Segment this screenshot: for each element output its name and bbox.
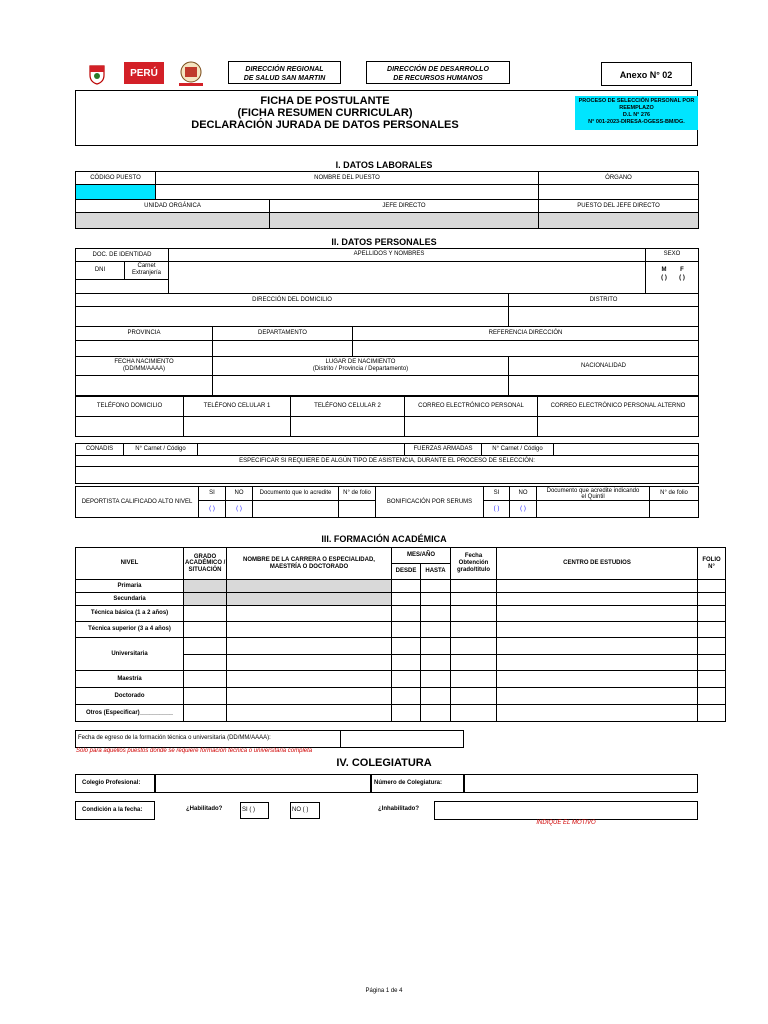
fecha-obt-header-2: Obtención xyxy=(458,560,489,566)
country-label: PERÚ xyxy=(130,67,158,79)
deportista-no-check[interactable]: ( ) xyxy=(226,501,253,518)
condicion-label: Condición a la fecha: xyxy=(82,807,143,813)
fuerzas-armadas-label: FUERZAS ARMADAS xyxy=(405,444,482,456)
correo-field[interactable] xyxy=(405,417,538,437)
provincia-field[interactable] xyxy=(76,341,213,357)
fecha-egreso-box xyxy=(75,730,464,748)
folio-header-1: FOLIO xyxy=(702,556,721,563)
process-line4: N° 001-2023-DIRESA-OGESS-BM/DG. xyxy=(588,119,685,125)
codigo-puesto-field[interactable] xyxy=(76,185,156,200)
serums-folio-label: N° de folio xyxy=(650,487,699,501)
conadis-table xyxy=(75,443,699,484)
ffaa-carnet-label: N° Carnet / Código xyxy=(482,444,554,456)
deportista-folio-field[interactable] xyxy=(339,501,376,518)
unidad-organica-field[interactable] xyxy=(76,213,270,229)
numero-label: Número de Colegiatura: xyxy=(374,780,443,786)
departamento-label: DEPARTAMENTO xyxy=(213,327,353,341)
sexo-m-label: M xyxy=(661,267,667,273)
nivel-tecnica-superior: Técnica superior (3 a 4 años) xyxy=(76,622,184,638)
condicion-label-box xyxy=(75,801,155,820)
asistencia-field[interactable] xyxy=(76,467,699,484)
unidad-organica-label: UNIDAD ORGÁNICA xyxy=(76,200,270,213)
lugar-nac-field[interactable] xyxy=(213,376,509,396)
correo-alt-field[interactable] xyxy=(538,417,699,437)
tel-cel1-label: TELÉFONO CELULAR 1 xyxy=(184,397,291,417)
provincia-label: PROVINCIA xyxy=(76,327,213,341)
nacionalidad-field[interactable] xyxy=(509,376,699,396)
nivel-primaria: Primaria xyxy=(76,580,184,593)
lugar-nac-label-2: (Distrito / Provincia / Departamento) xyxy=(312,366,409,372)
nivel-universitaria: Universitaria xyxy=(76,638,184,671)
doc-number-field[interactable] xyxy=(76,279,169,293)
deportista-doc-field[interactable] xyxy=(253,501,339,518)
jefe-directo-field[interactable] xyxy=(270,213,539,229)
organo-field[interactable] xyxy=(539,185,699,200)
sexo-label: SEXO xyxy=(663,251,681,257)
deportista-no-label: NO xyxy=(226,487,253,501)
distrito-label: DISTRITO xyxy=(509,294,699,307)
referencia-label: REFERENCIA DIRECCIÓN xyxy=(353,327,699,341)
fecha-egreso-label: Fecha de egreso de la formación técnica o universitaria (DD/MM/AAAA): xyxy=(78,735,271,741)
carnet-label-2: Extranjería xyxy=(132,270,162,277)
carnet-label-1: Carnet xyxy=(137,263,156,270)
colegio-label: Colegio Profesional: xyxy=(82,780,141,786)
departamento-field[interactable] xyxy=(213,341,353,357)
colegio-label-box xyxy=(75,774,155,793)
conadis-label: CONADIS xyxy=(76,444,124,456)
annex-label: Anexo N° 02 xyxy=(619,70,673,80)
nombre-puesto-field[interactable] xyxy=(156,185,539,200)
sexo-m-check[interactable]: ( ) xyxy=(661,275,667,281)
referencia-field[interactable] xyxy=(353,341,699,357)
tel-domicilio-label: TELÉFONO DOMICILIO xyxy=(76,397,184,417)
fecha-obt-header-3: grado/titulo xyxy=(457,567,491,573)
datos-laborales-table xyxy=(75,171,699,229)
carrera-header-1: NOMBRE DE LA CARRERA O ESPECIALIDAD, xyxy=(243,556,375,563)
puesto-jefe-field[interactable] xyxy=(539,213,699,229)
sexo-divider-2 xyxy=(645,262,646,293)
quintil-field[interactable] xyxy=(537,501,650,518)
title-line1: FICHA DE POSTULANTE xyxy=(260,95,390,107)
conadis-carnet-label: N° Carnet / Código xyxy=(124,444,198,456)
serums-label: BONIFICACIÓN POR SERUMS xyxy=(376,487,484,518)
title-line3: DECLARACIÓN JURADA DE DATOS PERSONALES xyxy=(191,119,459,131)
serums-folio-field[interactable] xyxy=(650,501,699,518)
nivel-header: NIVEL xyxy=(76,548,184,580)
habilitado-label: ¿Habilitado? xyxy=(186,806,223,812)
habilitado-no: NO ( ) xyxy=(292,807,309,813)
deportista-label: DEPORTISTA CALIFICADO ALTO NIVEL xyxy=(76,487,199,518)
numero-field[interactable] xyxy=(464,774,698,793)
fecha-nac-label-1: FECHA NACIMIENTO xyxy=(114,359,174,365)
dir-rrhh-line2: DE RECURSOS HUMANOS xyxy=(393,75,483,82)
doc-identidad-label: DOC. DE IDENTIDAD xyxy=(76,249,169,262)
deportista-doc-label: Documento que lo acredite xyxy=(253,487,339,501)
fecha-egreso-field[interactable] xyxy=(341,731,463,747)
peru-coat-of-arms-icon xyxy=(86,63,108,85)
quintil-label-2: el Quintil xyxy=(581,493,605,500)
grado-header-3: SITUACIÓN xyxy=(188,566,222,573)
grado-header-2: ACADÉMICO / xyxy=(185,560,226,567)
distrito-field[interactable] xyxy=(509,307,699,327)
tel-domicilio-field[interactable] xyxy=(76,417,184,437)
serums-si-label: SI xyxy=(484,487,510,501)
fecha-nac-label-2: (DD/MM/AAAA) xyxy=(123,366,165,372)
direccion-field[interactable] xyxy=(76,307,509,327)
numero-label-box xyxy=(371,774,464,793)
regional-seal-icon xyxy=(176,60,206,88)
grado-header-1: GRADO xyxy=(193,553,217,560)
deportista-folio-label: N° de folio xyxy=(339,487,376,501)
desde-header: DESDE xyxy=(392,564,421,580)
sexo-divider xyxy=(645,249,646,261)
doc-identidad-table xyxy=(75,248,699,294)
folio-header-2: N° xyxy=(708,563,715,570)
tel-cel2-label: TELÉFONO CELULAR 2 xyxy=(291,397,405,417)
serums-no-label: NO xyxy=(510,487,537,501)
colegio-field[interactable] xyxy=(155,774,371,793)
dir-regional-box xyxy=(228,61,341,84)
deportista-si-label: SI xyxy=(199,487,226,501)
nivel-tecnica-basica: Técnica básica (1 a 2 años) xyxy=(76,606,184,622)
conadis-field[interactable] xyxy=(198,444,405,456)
ffaa-field[interactable] xyxy=(554,444,699,456)
habilitado-no-box[interactable] xyxy=(290,802,320,819)
nivel-secundaria: Secundaria xyxy=(76,593,184,606)
nombre-puesto-label: NOMBRE DEL PUESTO xyxy=(156,172,539,185)
inhabilitado-label: ¿Inhabilitado? xyxy=(378,806,419,812)
dir-rrhh-box xyxy=(366,61,510,84)
dni-label: DNI xyxy=(76,262,125,280)
peru-logo xyxy=(124,62,164,84)
motivo-hint: INDIQUE EL MOTIVO xyxy=(536,820,596,826)
nacionalidad-label: NACIONALIDAD xyxy=(509,357,699,376)
serums-no-check[interactable]: ( ) xyxy=(510,501,537,518)
page-number: Página 1 de 4 xyxy=(365,988,403,994)
dir-rrhh-line1: DIRECCIÓN DE DESARROLLO xyxy=(387,66,489,73)
dir-regional-line1: DIRECCIÓN REGIONAL xyxy=(245,66,324,73)
formacion-table xyxy=(75,547,726,722)
section-1-title: I. DATOS LABORALES xyxy=(335,160,433,170)
formacion-nota: Solo para aquellos puestos donde se requiere formación técnica o universitaria completa xyxy=(76,748,313,754)
carrera-header-2: MAESTRÍA O DOCTORADO xyxy=(269,563,349,570)
tel-cel1-field[interactable] xyxy=(184,417,291,437)
fecha-nac-field[interactable] xyxy=(76,376,213,396)
mes-anio-header: MES/AÑO xyxy=(392,548,451,564)
title-line2: (FICHA RESUMEN CURRICULAR) xyxy=(237,107,413,119)
apellidos-nombres-label: APELLIDOS Y NOMBRES xyxy=(353,251,425,257)
direccion-label: DIRECCIÓN DEL DOMICILIO xyxy=(76,294,509,307)
nivel-doctorado: Doctorado xyxy=(76,688,184,705)
process-line2: REEMPLAZO xyxy=(619,105,654,111)
organo-label: ÓRGANO xyxy=(539,172,699,185)
process-line1: PROCESO DE SELECCIÓN PERSONAL POR xyxy=(578,98,695,104)
process-box xyxy=(575,96,698,130)
annex-box xyxy=(601,62,692,86)
section-2-title: II. DATOS PERSONALES xyxy=(331,237,437,247)
correo-label: CORREO ELECTRÓNICO PERSONAL xyxy=(405,397,538,417)
sexo-f-check[interactable]: ( ) xyxy=(679,275,685,281)
nivel-otros: Otros (Especificar)__________ xyxy=(76,705,184,722)
tel-cel2-field[interactable] xyxy=(291,417,405,437)
section-3-title: III. FORMACIÓN ACADÉMICA xyxy=(321,534,447,544)
quintil-label-1: Documento que acredite indicando xyxy=(546,487,640,494)
deportista-si-check[interactable]: ( ) xyxy=(199,501,226,518)
lugar-nac-label-1: LUGAR DE NACIMIENTO xyxy=(325,359,396,365)
sexo-f-label: F xyxy=(680,267,684,273)
habilitado-si: SI ( ) xyxy=(242,807,255,813)
process-line3: D.L N° 276 xyxy=(622,112,651,118)
motivo-field[interactable] xyxy=(434,801,698,820)
serums-si-check[interactable]: ( ) xyxy=(484,501,510,518)
section-4-title: IV. COLEGIATURA xyxy=(336,757,432,769)
contacto-table xyxy=(75,396,699,437)
hasta-header: HASTA xyxy=(421,564,451,580)
habilitado-si-box[interactable] xyxy=(240,802,269,819)
domicilio-table xyxy=(75,293,699,396)
nivel-maestria: Maestría xyxy=(76,671,184,688)
bonificacion-table xyxy=(75,486,699,518)
asistencia-label: ESPECIFICAR SI REQUIERE DE ALGÚN TIPO DE ASISTENCIA, DURANTE EL PROCESO DE SELECCIÓN: xyxy=(76,456,699,467)
fecha-obt-header-1: Fecha xyxy=(464,553,483,559)
correo-alt-label: CORREO ELECTRÓNICO PERSONAL ALTERNO xyxy=(538,397,699,417)
centro-header: CENTRO DE ESTUDIOS xyxy=(497,548,698,580)
dir-regional-line2: DE SALUD SAN MARTIN xyxy=(243,75,326,82)
jefe-directo-label: JEFE DIRECTO xyxy=(270,200,539,213)
puesto-jefe-label: PUESTO DEL JEFE DIRECTO xyxy=(539,200,699,213)
codigo-puesto-label: CÓDIGO PUESTO xyxy=(76,172,156,185)
